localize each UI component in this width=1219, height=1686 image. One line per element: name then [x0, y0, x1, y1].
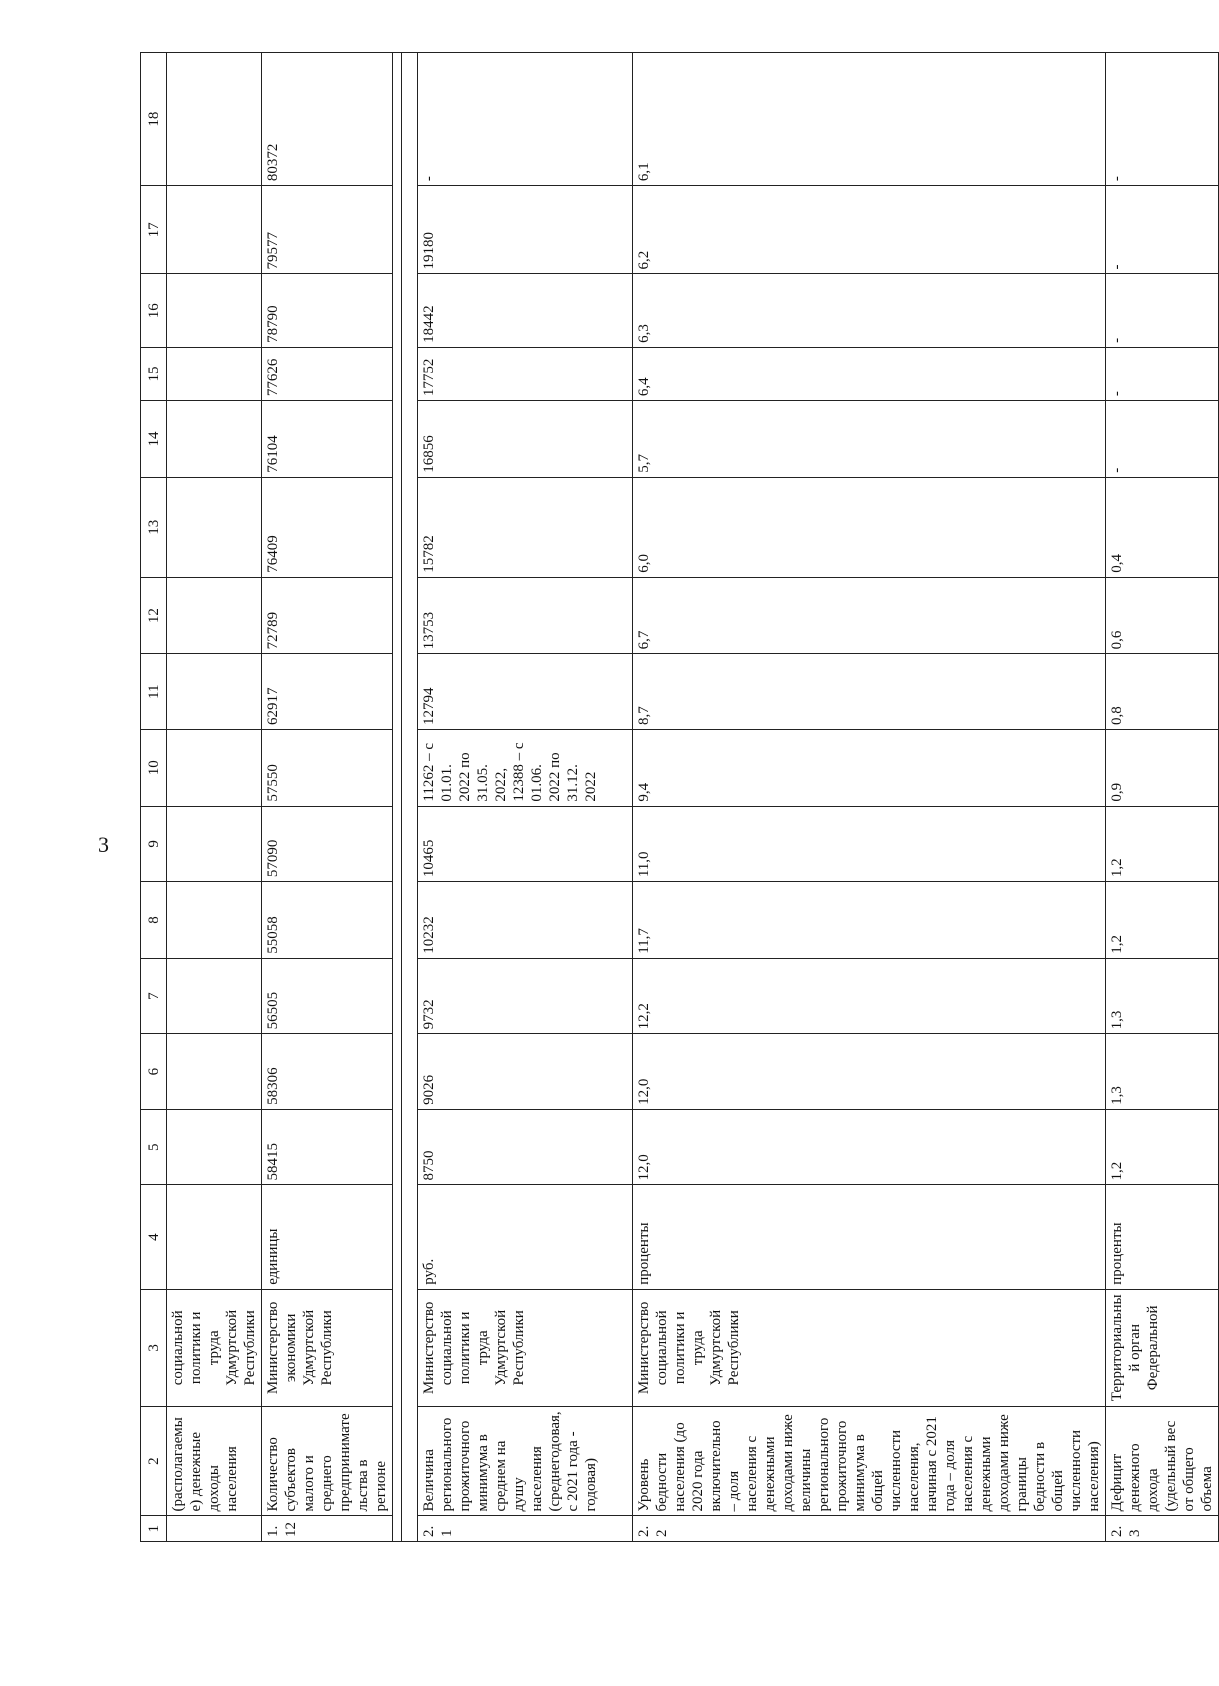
cell-col-16: 6,3	[633, 274, 1106, 347]
separator-cell	[393, 53, 402, 1542]
cell-col-1: 1	[141, 1516, 167, 1542]
cell-col-13: 0,4	[1106, 477, 1219, 577]
cell-col-11: 0,8	[1106, 654, 1219, 730]
cell-col-15: -	[1106, 347, 1219, 400]
cell-col-15: 77626	[262, 347, 393, 400]
cell-col-12: 12	[141, 577, 167, 654]
cell-col-3: социальной политики и труда Удмуртской Республики	[167, 1289, 262, 1406]
table-row-continuation	[167, 53, 262, 1542]
table-row-2-2	[633, 53, 1106, 1542]
cell-col-18: 6,1	[633, 53, 1106, 186]
cell-col-17: 79577	[262, 186, 393, 274]
cell-col-13: 6,0	[633, 477, 1106, 577]
cell-col-17: 6,2	[633, 186, 1106, 274]
cell-col-9: 10465	[418, 806, 633, 882]
cell-col-15: 6,4	[633, 347, 1106, 400]
cell-col-7: 12,2	[633, 958, 1106, 1034]
cell-col-10: 0,9	[1106, 729, 1219, 806]
cell-col-7: 7	[141, 958, 167, 1034]
cell-col-4: 4	[141, 1185, 167, 1289]
cell-col-7	[167, 958, 262, 1034]
cell-col-5: 5	[141, 1109, 167, 1185]
cell-col-17: -	[1106, 186, 1219, 274]
cell-col-3: Министерство социальной политики и труда Удмуртской Республики	[633, 1289, 1106, 1406]
cell-col-6: 9026	[418, 1034, 633, 1110]
cell-col-10: 57550	[262, 729, 393, 806]
cell-col-9: 1,2	[1106, 806, 1219, 882]
indicators-table	[140, 52, 1219, 1542]
cell-col-16: 16	[141, 274, 167, 347]
table-row-1-12	[262, 53, 393, 1542]
cell-col-5	[167, 1109, 262, 1185]
cell-col-17	[167, 186, 262, 274]
cell-col-2: Величина регионального прожиточного минимума в среднем на душу населения (среднегодовая, с 2021 года - годовая)	[418, 1406, 633, 1516]
cell-col-8: 11,7	[633, 882, 1106, 959]
cell-col-2: (располагаемые) денежные доходы населения	[167, 1406, 262, 1516]
cell-col-6: 1,3	[1106, 1034, 1219, 1110]
cell-col-2: Количество субъектов малого и среднего предпринимательства в регионе	[262, 1406, 393, 1516]
cell-col-12: 0,6	[1106, 577, 1219, 654]
cell-col-16: -	[1106, 274, 1219, 347]
cell-col-10: 11262 – с 01.01. 2022 по 31.05. 2022, 12388 – с 01.06. 2022 по 31.12. 2022	[418, 729, 633, 806]
cell-col-14: 14	[141, 401, 167, 478]
cell-col-7: 1,3	[1106, 958, 1219, 1034]
cell-col-5: 8750	[418, 1109, 633, 1185]
cell-col-13: 76409	[262, 477, 393, 577]
cell-col-4	[167, 1185, 262, 1289]
cell-col-12: 13753	[418, 577, 633, 654]
table-separator	[393, 53, 402, 1542]
cell-col-6: 58306	[262, 1034, 393, 1110]
rotated-table-container	[140, 52, 1215, 1542]
cell-col-4: проценты	[1106, 1185, 1219, 1289]
cell-col-4: единицы	[262, 1185, 393, 1289]
cell-col-3: 3	[141, 1289, 167, 1406]
cell-col-14: -	[1106, 401, 1219, 478]
cell-col-8	[167, 882, 262, 959]
table-row-2-1	[418, 53, 633, 1542]
cell-col-14: 76104	[262, 401, 393, 478]
cell-col-11: 8,7	[633, 654, 1106, 730]
cell-col-5: 12,0	[633, 1109, 1106, 1185]
cell-col-16: 18442	[418, 274, 633, 347]
cell-col-10: 9,4	[633, 729, 1106, 806]
cell-col-16: 78790	[262, 274, 393, 347]
cell-col-1: 1.12	[262, 1516, 393, 1542]
cell-col-4: проценты	[633, 1185, 1106, 1289]
cell-col-18: 18	[141, 53, 167, 186]
cell-col-11: 11	[141, 654, 167, 730]
cell-col-7: 9732	[418, 958, 633, 1034]
cell-col-3: Министерство социальной политики и труда Удмуртской Республики	[418, 1289, 633, 1406]
cell-col-9: 11,0	[633, 806, 1106, 882]
cell-col-5: 1,2	[1106, 1109, 1219, 1185]
cell-col-9	[167, 806, 262, 882]
cell-col-9: 9	[141, 806, 167, 882]
cell-col-2: Уровень бедности населения (до 2020 года включительно – доля населения с денежными доходами ниже величины регионального прожиточного минимума в общей численности населения, начиная с 2021 года – доля населения с денежными доходами ниже границы бедности в общей численности населения)	[633, 1406, 1106, 1516]
cell-col-15: 15	[141, 347, 167, 400]
cell-col-6: 12,0	[633, 1034, 1106, 1110]
cell-col-14: 16856	[418, 401, 633, 478]
cell-col-13: 13	[141, 477, 167, 577]
cell-col-18	[167, 53, 262, 186]
cell-col-6	[167, 1034, 262, 1110]
cell-col-15	[167, 347, 262, 400]
cell-col-17: 19180	[418, 186, 633, 274]
cell-col-1: 2.3	[1106, 1516, 1219, 1542]
cell-col-7: 56505	[262, 958, 393, 1034]
cell-col-1	[167, 1516, 262, 1542]
cell-col-4: руб.	[418, 1185, 633, 1289]
goal-heading	[402, 53, 418, 1542]
cell-col-18: 80372	[262, 53, 393, 186]
goal-row	[402, 53, 418, 1542]
cell-col-9: 57090	[262, 806, 393, 882]
cell-col-8: 1,2	[1106, 882, 1219, 959]
cell-col-11: 62917	[262, 654, 393, 730]
cell-col-17: 17	[141, 186, 167, 274]
cell-col-6: 6	[141, 1034, 167, 1110]
cell-col-14	[167, 401, 262, 478]
cell-col-16	[167, 274, 262, 347]
cell-col-2: 2	[141, 1406, 167, 1516]
cell-col-11	[167, 654, 262, 730]
cell-col-8: 10232	[418, 882, 633, 959]
cell-col-3: Территориальный орган Федеральной	[1106, 1289, 1219, 1406]
cell-col-10	[167, 729, 262, 806]
cell-col-12	[167, 577, 262, 654]
cell-col-18: -	[1106, 53, 1219, 186]
cell-col-18: -	[418, 53, 633, 186]
cell-col-11: 12794	[418, 654, 633, 730]
cell-col-2: Дефицит денежного дохода (удельный вес от общего объема	[1106, 1406, 1219, 1516]
page-number: 3	[98, 832, 109, 857]
table-row-2-3	[1106, 53, 1219, 1542]
column-number-row	[141, 53, 167, 1542]
cell-col-5: 58415	[262, 1109, 393, 1185]
cell-col-10: 10	[141, 729, 167, 806]
cell-col-12: 6,7	[633, 577, 1106, 654]
cell-col-1: 2.2	[633, 1516, 1106, 1542]
cell-col-3: Министерство экономики Удмуртской Республики	[262, 1289, 393, 1406]
cell-col-8: 55058	[262, 882, 393, 959]
cell-col-12: 72789	[262, 577, 393, 654]
cell-col-8: 8	[141, 882, 167, 959]
cell-col-13	[167, 477, 262, 577]
cell-col-1: 2.1	[418, 1516, 633, 1542]
cell-col-15: 17752	[418, 347, 633, 400]
cell-col-14: 5,7	[633, 401, 1106, 478]
cell-col-13: 15782	[418, 477, 633, 577]
